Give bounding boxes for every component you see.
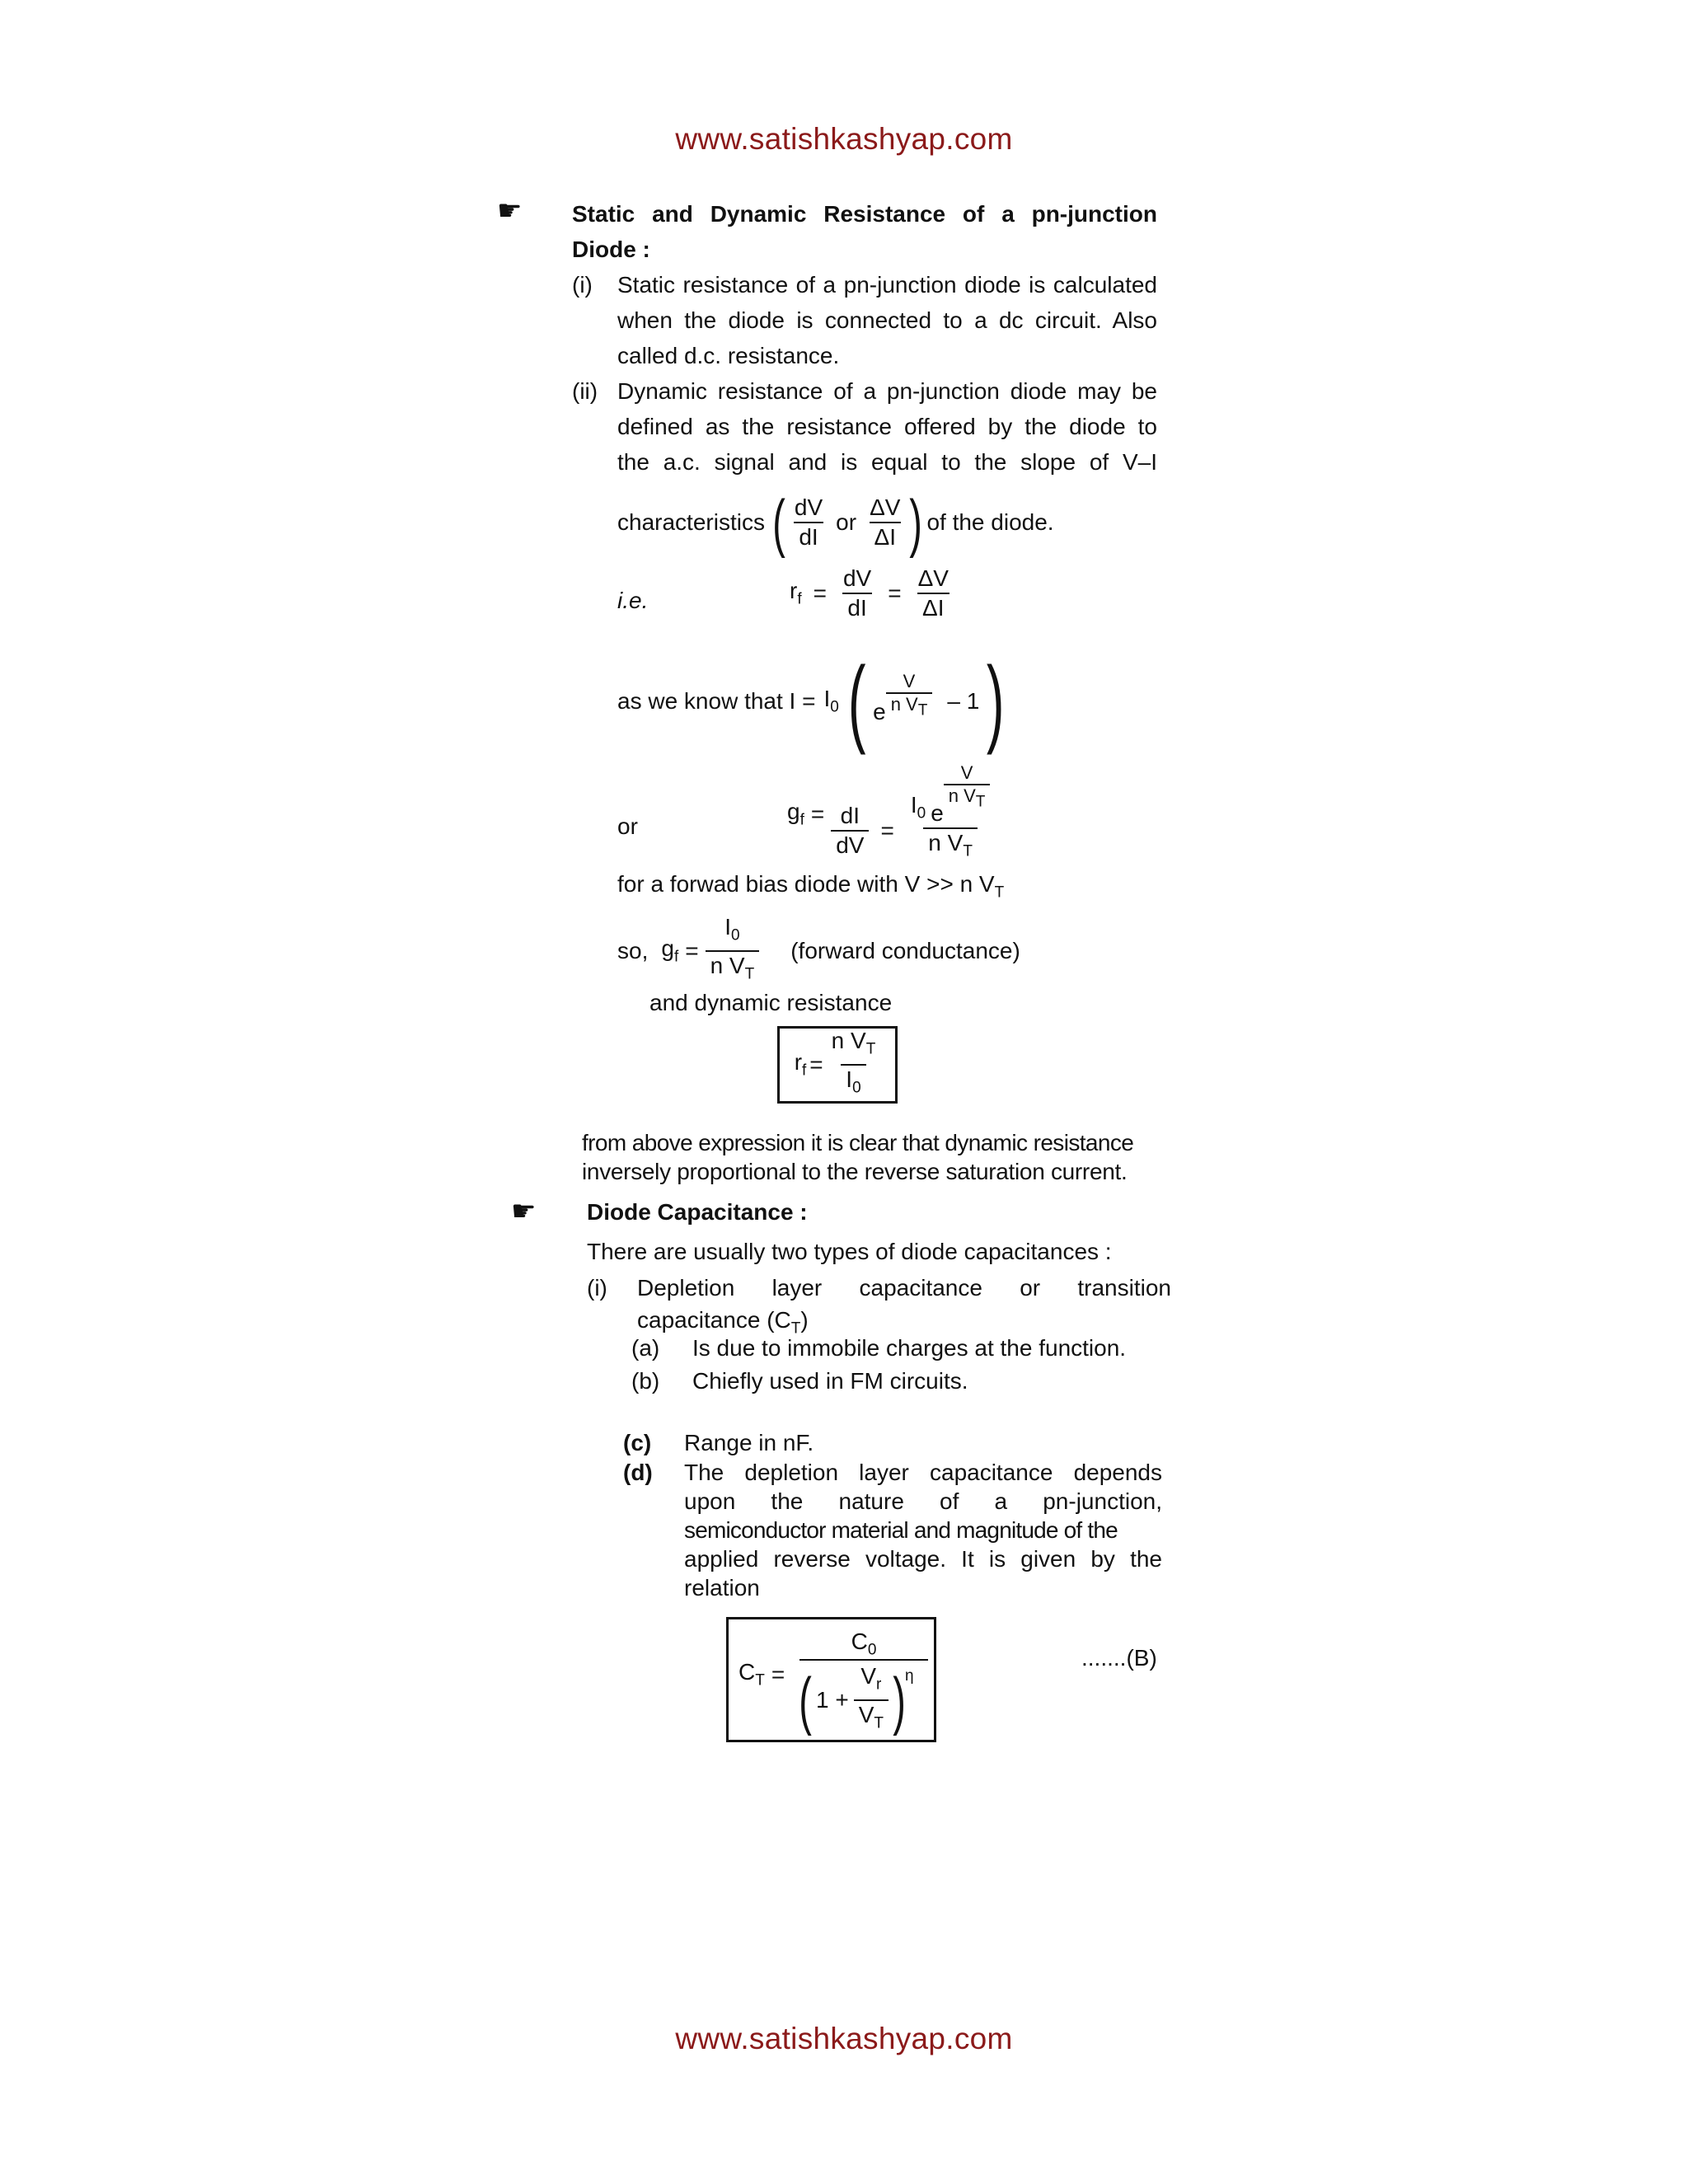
fraction [838,565,876,622]
text-line: semiconductor material and magnitude of the [684,1517,1118,1543]
symbol: $g_f$ [661,935,679,966]
equals: = [813,580,827,606]
fraction [913,565,954,622]
text-line: inversely proportional to the reverse saturation current. [582,1159,1128,1184]
numerator: n $V_T$ [831,1028,876,1058]
text-line: There are usually two types of diode capacitances : [587,1239,1112,1264]
right-paren: ) [987,647,1005,756]
pointing-hand-icon: ☛ [511,1196,537,1227]
list-marker: (i) [587,1275,607,1301]
text-line: when the diode is connected to a dc circuit. Also [617,307,1157,333]
fraction-bar [799,1659,928,1661]
text-line: Range in nF. [684,1430,814,1455]
text-fragment: as we know that I = [617,688,816,714]
text-line: called d.c. resistance. [617,343,840,368]
denominator: dV [831,830,869,860]
denominator: n $V_T$ [923,827,978,866]
symbol: $g_f$ [787,799,804,829]
list-marker: (ii) [572,378,598,404]
fraction [854,1662,889,1737]
numerator: ΔV [917,565,949,591]
pointing-hand-icon: ☛ [497,195,523,227]
fraction [906,762,996,866]
numerator [906,762,996,827]
text-fragment: or [836,509,857,535]
denominator: $I_0$ [841,1064,865,1103]
section-title: Static and Dynamic Resistance of a pn-junction [572,201,1157,227]
exponential [873,671,932,725]
equation-label: .......(B) [1081,1645,1157,1671]
numerator: $I_0$ [724,914,740,944]
equals: = [888,580,902,606]
denominator: ΔI [870,522,901,551]
text-fragment: – 1 [947,688,980,714]
list-marker: (a) [631,1335,660,1361]
fraction [831,802,869,860]
right-paren: ) [909,486,923,559]
list-marker: (c) [623,1430,652,1455]
text-line: Dynamic resistance of a pn-junction diode may be [617,378,1157,404]
left-paren: ( [772,486,785,559]
text-line: applied reverse voltage. It is given by the [684,1546,1162,1572]
text-fragment: so, [617,937,649,963]
forward-conductance-equation [617,913,1020,988]
gf-equation [787,762,995,866]
list-marker: (b) [631,1368,660,1394]
text-line: for a forwad bias diode with V >> n $V_T$ [617,871,1005,902]
fraction [865,494,905,551]
text-fragment: of the diode. [926,509,1054,535]
equals: = [809,1052,823,1077]
text-fragment: (forward conductance) [790,937,1020,963]
list-marker: (d) [623,1460,653,1485]
text-line: and dynamic resistance [649,990,893,1015]
section-title-cont: Diode : [572,237,650,262]
numerator: V [903,671,916,691]
ct-symbol: $C_T$ = [738,1659,785,1690]
text-line: Is due to immobile charges at the function. [692,1335,1127,1361]
characteristics-expression [617,486,1054,559]
rf-equation [790,565,954,622]
denominator: dI [794,522,823,551]
denominator: n $V_T$ [706,950,760,989]
symbol: e [931,800,944,827]
numerator: dV [842,565,872,591]
numerator: dV [794,494,823,520]
symbol: $I_0$ [823,686,839,716]
section-title: Diode Capacitance : [587,1199,808,1225]
symbol: e [873,699,886,724]
numerator: ΔV [870,494,901,520]
symbol: $I_0$ [910,791,926,823]
or-label: or [617,813,638,839]
text-line: capacitance $(C_T)$ [637,1307,809,1338]
text-line: the a.c. signal and is equal to the slope of V–I [617,449,1157,475]
equals: = [685,937,699,963]
numerator: dI [840,802,860,828]
text-line: from above expression it is clear that dynamic resistance [582,1130,1134,1155]
denominator: ( 1 + $\frac{V_r}{V_T}$ ) $^\eta$ [799,1663,914,1736]
left-paren: ( [847,647,866,756]
exponent-fraction [886,671,933,721]
denominator: n $V_T$ [944,784,991,813]
fraction [706,913,760,988]
text-line: Depletion layer capacitance or transition [637,1275,1171,1301]
denominator: ΔI [917,593,949,622]
denominator: n $V_T$ [886,692,933,721]
list-marker: (i) [572,272,593,298]
diode-equation [617,647,1012,756]
numerator: V [960,762,973,783]
fraction [827,1027,881,1102]
text-line: Static resistance of a pn-junction diode is calculated [617,272,1157,298]
exponent-fraction [944,762,991,813]
capacitance-equation-box [726,1617,936,1742]
symbol: $r_f$ [794,1049,807,1080]
dynamic-resistance-box [777,1026,898,1104]
symbol: $r_f$ [790,578,802,608]
header-website: www.satishkashyap.com [675,122,1013,156]
text-fragment: 1 + [815,1686,849,1713]
fraction [790,494,828,551]
equals: = [810,800,825,827]
numerator: $V_r$ [860,1663,882,1694]
denominator: $V_T$ [854,1699,889,1738]
exponent: η [904,1667,914,1685]
text-line: defined as the resistance offered by the diode to [617,414,1157,439]
denominator: dI [842,593,871,622]
numerator: $C_0$ [851,1629,877,1659]
ie-label: i.e. [617,588,649,613]
text-line: upon the nature of a pn-junction, [684,1488,1162,1514]
footer-website: www.satishkashyap.com [675,2022,1013,2055]
text-line: Chiefly used in FM circuits. [692,1368,968,1394]
text-fragment: characteristics [617,509,765,535]
text-line: relation [684,1575,760,1601]
text-line: The depletion layer capacitance depends [684,1460,1162,1485]
equals: = [880,817,894,843]
